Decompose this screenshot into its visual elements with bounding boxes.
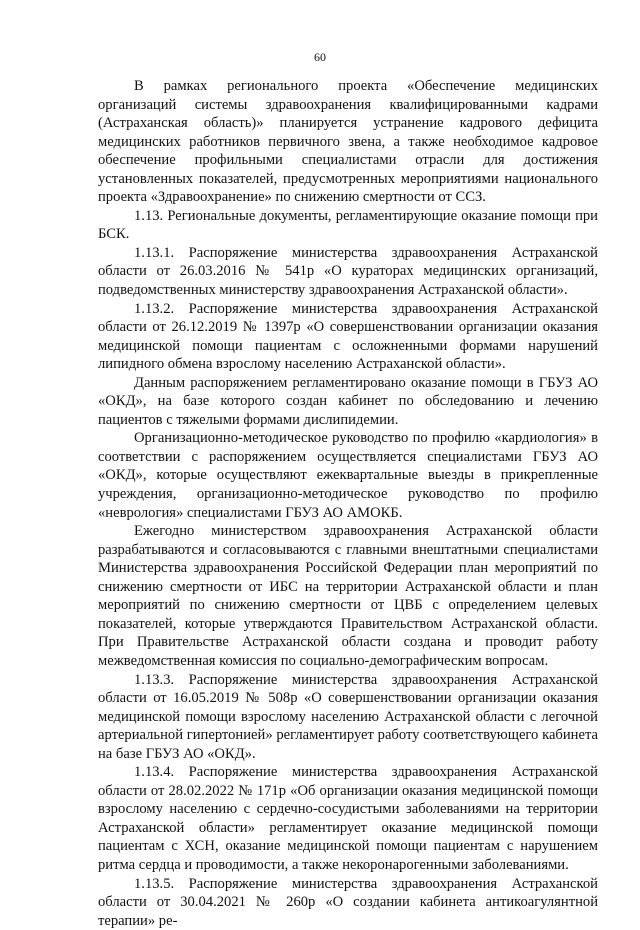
paragraph-regional-project: В рамках регионального проекта «Обеспечение медицинских организаций системы здравоохранения квалифицированными кадрами (Астраханская область)» планируется устранение кадрового дефицита медицинских работников первичного звена, а также необходимое кадровое обеспечение профильными специалистами отрасли для достижения установленных показателей, предусмотренных мероприятиями национального проекта «Здравоохранение» по снижению смертности от ССЗ.: [98, 78, 598, 206]
paragraph-section-1-13-1: 1.13.1. Распоряжение министерства здравоохранения Астраханской области от 26.03.2016 № 541р «О кураторах медицинских организаций, подведомственных министерству здравоохранения Астраханской области».: [98, 244, 598, 299]
paragraph-methodical-guidance: Организационно-методическое руководство по профилю «кардиология» в соответствии с распоряжением осуществляется специалистами ГБУЗ АО «ОКД», которые осуществляют ежеквартальные выезды в прикрепленные учреждения, организационно-методическое руководство по профилю «неврология» специалистами ГБУЗ АО АМОКБ.: [98, 430, 598, 521]
paragraph-section-1-13-5: 1.13.5. Распоряжение министерства здравоохранения Астраханской области от 30.04.2021 № 260р «О создании кабинета антикоагулянтной терапии» ре-: [98, 875, 598, 929]
paragraph-section-1-13: 1.13. Региональные документы, регламентирующие оказание помощи при БСК.: [98, 207, 598, 243]
document-body: [98, 77, 598, 930]
paragraph-section-1-13-4: 1.13.4. Распоряжение министерства здравоохранения Астраханской области от 28.02.2022 № 171р «Об организации оказания медицинской помощи взрослому населению с сердечно-сосудистыми заболеваниями на территории Астраханской области» регламентирует оказание медицинской помощи пациентам с ХСН, оказание медицинской помощи пациентам с нарушением ритма сердца и проводимости, а также некоронарогенными заболеваниями.: [98, 764, 598, 873]
paragraph-section-1-13-2: 1.13.2. Распоряжение министерства здравоохранения Астраханской области от 26.12.2019 № 1397р «О совершенствовании организации оказания медицинской помощи пациентам с осложненными формами нарушений липидного обмена взрослому населению Астраханской области».: [98, 300, 598, 373]
paragraph-section-1-13-3: 1.13.3. Распоряжение министерства здравоохранения Астраханской области от 16.05.2019 № 508р «О совершенствовании организации оказания медицинской помощи взрослому населению Астраханской области с легочной артериальной гипертонией» регламентирует работу соответствующего кабинета на базе ГБУЗ АО «ОКД».: [98, 671, 598, 762]
paragraph-annual-plans: Ежегодно министерством здравоохранения Астраханской области разрабатываются и согласовываются с главными внештатными специалистами Министерства здравоохранения Российской Федерации план мероприятий по снижению смертности от ИБС на территории Астраханской области и план мероприятий по снижению смертности от ЦВБ с определением целевых показателей, которые утверждаются Правительством Астраханской области. При Правительстве Астраханской области создана и проводит работу межведомственная комиссия по социально-демографическим вопросам.: [98, 523, 598, 669]
page-number: 60: [314, 50, 326, 64]
paragraph-dyslipidemia-cabinet: Данным распоряжением регламентировано оказание помощи в ГБУЗ АО «ОКД», на базе которого создан кабинет по обследованию и лечению пациентов с тяжелыми формами дислипидемии.: [98, 374, 598, 428]
